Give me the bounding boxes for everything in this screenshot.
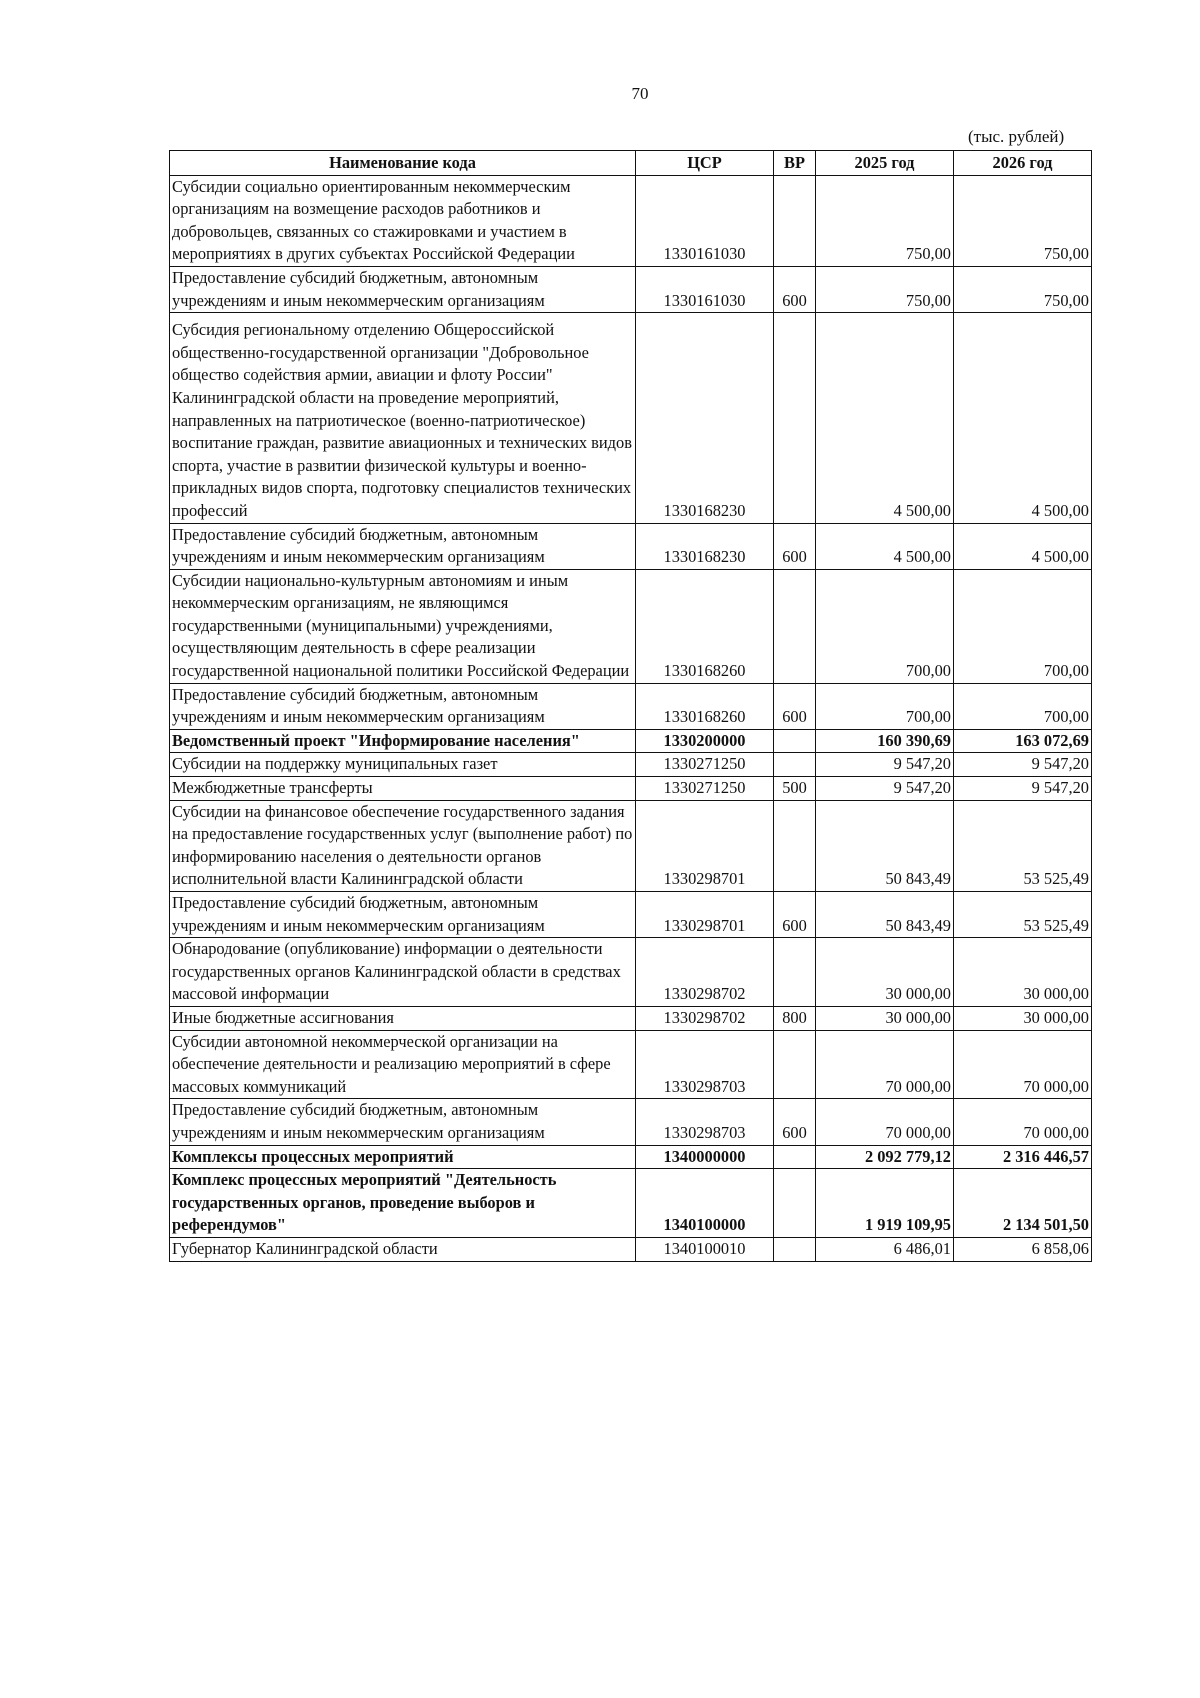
budget-table bbox=[169, 150, 1092, 1262]
row-2026: 4 500,00 bbox=[954, 523, 1092, 569]
row-csr: 1330298703 bbox=[636, 1099, 774, 1145]
table-row bbox=[170, 777, 1092, 801]
row-2025: 750,00 bbox=[816, 175, 954, 266]
row-2025: 9 547,20 bbox=[816, 777, 954, 801]
table-row bbox=[170, 1030, 1092, 1099]
row-name: Предоставление субсидий бюджетным, автономным учреждениям и иным некоммерческим организациям bbox=[170, 1099, 636, 1145]
row-name: Комплекс процессных мероприятий "Деятельность государственных органов, проведение выборов и референдумов" bbox=[170, 1169, 636, 1238]
row-name: Субсидия региональному отделению Общероссийской общественно-государственной организации "Добровольное общество содействия армии, авиации и флоту России" Калининградской области на проведение мероприятий, направленных на патриотическое (военно-патриотическое) воспитание граждан, развитие авиационных и технических видов спорта, участие в развитии физической культуры и военно-прикладных видов спорта, подготовку специалистов технических профессий bbox=[170, 313, 636, 523]
row-name: Предоставление субсидий бюджетным, автономным учреждениям и иным некоммерческим организациям bbox=[170, 523, 636, 569]
row-csr: 1330168230 bbox=[636, 523, 774, 569]
table-row bbox=[170, 1006, 1092, 1030]
table-row bbox=[170, 729, 1092, 753]
row-2025: 750,00 bbox=[816, 266, 954, 312]
row-2026: 700,00 bbox=[954, 569, 1092, 683]
row-vr bbox=[774, 1145, 816, 1169]
row-2025: 700,00 bbox=[816, 683, 954, 729]
row-name: Субсидии автономной некоммерческой организации на обеспечение деятельности и реализацию мероприятий в сфере массовых коммуникаций bbox=[170, 1030, 636, 1099]
row-csr: 1340100010 bbox=[636, 1237, 774, 1261]
row-2026: 9 547,20 bbox=[954, 753, 1092, 777]
row-2025: 2 092 779,12 bbox=[816, 1145, 954, 1169]
row-csr: 1330271250 bbox=[636, 777, 774, 801]
table-row bbox=[170, 753, 1092, 777]
table-row bbox=[170, 800, 1092, 891]
row-2025: 9 547,20 bbox=[816, 753, 954, 777]
row-vr bbox=[774, 1237, 816, 1261]
header-csr: ЦСР bbox=[636, 151, 774, 176]
table-row bbox=[170, 892, 1092, 938]
row-name: Субсидии социально ориентированным некоммерческим организациям на возмещение расходов работников и добровольцев, связанных со стажировками и участием в мероприятиях в других субъектах Российской Федерации bbox=[170, 175, 636, 266]
table-header-row bbox=[170, 151, 1092, 176]
row-csr: 1330168230 bbox=[636, 313, 774, 523]
row-2026: 9 547,20 bbox=[954, 777, 1092, 801]
row-name: Губернатор Калининградской области bbox=[170, 1237, 636, 1261]
row-vr bbox=[774, 938, 816, 1007]
units-label: (тыс. рублей) bbox=[968, 127, 1065, 146]
row-name: Ведомственный проект "Информирование населения" bbox=[170, 729, 636, 753]
row-csr: 1330298702 bbox=[636, 1006, 774, 1030]
row-vr: 600 bbox=[774, 683, 816, 729]
row-vr: 500 bbox=[774, 777, 816, 801]
row-vr: 600 bbox=[774, 892, 816, 938]
row-2025: 4 500,00 bbox=[816, 313, 954, 523]
row-2025: 160 390,69 bbox=[816, 729, 954, 753]
row-vr bbox=[774, 313, 816, 523]
row-2025: 1 919 109,95 bbox=[816, 1169, 954, 1238]
row-name: Иные бюджетные ассигнования bbox=[170, 1006, 636, 1030]
row-name: Предоставление субсидий бюджетным, автономным учреждениям и иным некоммерческим организациям bbox=[170, 892, 636, 938]
row-csr: 1330168260 bbox=[636, 569, 774, 683]
row-vr bbox=[774, 175, 816, 266]
row-2026: 53 525,49 bbox=[954, 892, 1092, 938]
row-2026: 30 000,00 bbox=[954, 938, 1092, 1007]
row-2026: 30 000,00 bbox=[954, 1006, 1092, 1030]
row-2026: 70 000,00 bbox=[954, 1030, 1092, 1099]
row-csr: 1340000000 bbox=[636, 1145, 774, 1169]
table-row bbox=[170, 683, 1092, 729]
row-name: Межбюджетные трансферты bbox=[170, 777, 636, 801]
row-2025: 6 486,01 bbox=[816, 1237, 954, 1261]
row-2025: 30 000,00 bbox=[816, 938, 954, 1007]
row-csr: 1340100000 bbox=[636, 1169, 774, 1238]
row-vr: 600 bbox=[774, 523, 816, 569]
row-vr bbox=[774, 569, 816, 683]
row-csr: 1330168260 bbox=[636, 683, 774, 729]
row-vr: 800 bbox=[774, 1006, 816, 1030]
row-2026: 2 134 501,50 bbox=[954, 1169, 1092, 1238]
table-row bbox=[170, 523, 1092, 569]
row-2026: 750,00 bbox=[954, 266, 1092, 312]
row-vr bbox=[774, 1169, 816, 1238]
row-vr bbox=[774, 800, 816, 891]
table-row bbox=[170, 1169, 1092, 1238]
row-csr: 1330298703 bbox=[636, 1030, 774, 1099]
row-csr: 1330200000 bbox=[636, 729, 774, 753]
row-csr: 1330161030 bbox=[636, 266, 774, 312]
table-row bbox=[170, 266, 1092, 312]
row-name: Обнародование (опубликование) информации о деятельности государственных органов Калининградской области в средствах массовой информации bbox=[170, 938, 636, 1007]
row-vr bbox=[774, 753, 816, 777]
row-csr: 1330298701 bbox=[636, 892, 774, 938]
row-2026: 6 858,06 bbox=[954, 1237, 1092, 1261]
row-2026: 2 316 446,57 bbox=[954, 1145, 1092, 1169]
table-row bbox=[170, 313, 1092, 523]
table-row bbox=[170, 1237, 1092, 1261]
row-vr: 600 bbox=[774, 266, 816, 312]
row-csr: 1330298701 bbox=[636, 800, 774, 891]
row-2026: 750,00 bbox=[954, 175, 1092, 266]
row-2026: 700,00 bbox=[954, 683, 1092, 729]
row-2026: 53 525,49 bbox=[954, 800, 1092, 891]
row-name: Субсидии на поддержку муниципальных газет bbox=[170, 753, 636, 777]
row-2026: 163 072,69 bbox=[954, 729, 1092, 753]
row-name: Предоставление субсидий бюджетным, автономным учреждениям и иным некоммерческим организациям bbox=[170, 683, 636, 729]
row-name: Предоставление субсидий бюджетным, автономным учреждениям и иным некоммерческим организациям bbox=[170, 266, 636, 312]
row-vr: 600 bbox=[774, 1099, 816, 1145]
row-2026: 4 500,00 bbox=[954, 313, 1092, 523]
table-row bbox=[170, 1099, 1092, 1145]
row-2025: 50 843,49 bbox=[816, 800, 954, 891]
row-vr bbox=[774, 1030, 816, 1099]
table-row bbox=[170, 569, 1092, 683]
row-2025: 4 500,00 bbox=[816, 523, 954, 569]
header-vr: ВР bbox=[774, 151, 816, 176]
row-vr bbox=[774, 729, 816, 753]
row-csr: 1330298702 bbox=[636, 938, 774, 1007]
table-row bbox=[170, 1145, 1092, 1169]
row-2025: 70 000,00 bbox=[816, 1030, 954, 1099]
header-name: Наименование кода bbox=[170, 151, 636, 176]
row-2025: 50 843,49 bbox=[816, 892, 954, 938]
row-name: Субсидии на финансовое обеспечение государственного задания на предоставление государственных услуг (выполнение работ) по информированию населения о деятельности органов исполнительной власти Калининградской области bbox=[170, 800, 636, 891]
row-2025: 70 000,00 bbox=[816, 1099, 954, 1145]
row-csr: 1330271250 bbox=[636, 753, 774, 777]
row-name: Субсидии национально-культурным автономиям и иным некоммерческим организациям, не являющимся государственными (муниципальными) учреждениями, осуществляющим деятельность в сфере реализации государственной национальной политики Российской Федерации bbox=[170, 569, 636, 683]
row-2025: 30 000,00 bbox=[816, 1006, 954, 1030]
row-name: Комплексы процессных мероприятий bbox=[170, 1145, 636, 1169]
row-csr: 1330161030 bbox=[636, 175, 774, 266]
table-row bbox=[170, 938, 1092, 1007]
table-row bbox=[170, 175, 1092, 266]
header-2025: 2025 год bbox=[816, 151, 954, 176]
header-2026: 2026 год bbox=[954, 151, 1092, 176]
row-2026: 70 000,00 bbox=[954, 1099, 1092, 1145]
page-number: 70 bbox=[631, 84, 649, 103]
row-2025: 700,00 bbox=[816, 569, 954, 683]
